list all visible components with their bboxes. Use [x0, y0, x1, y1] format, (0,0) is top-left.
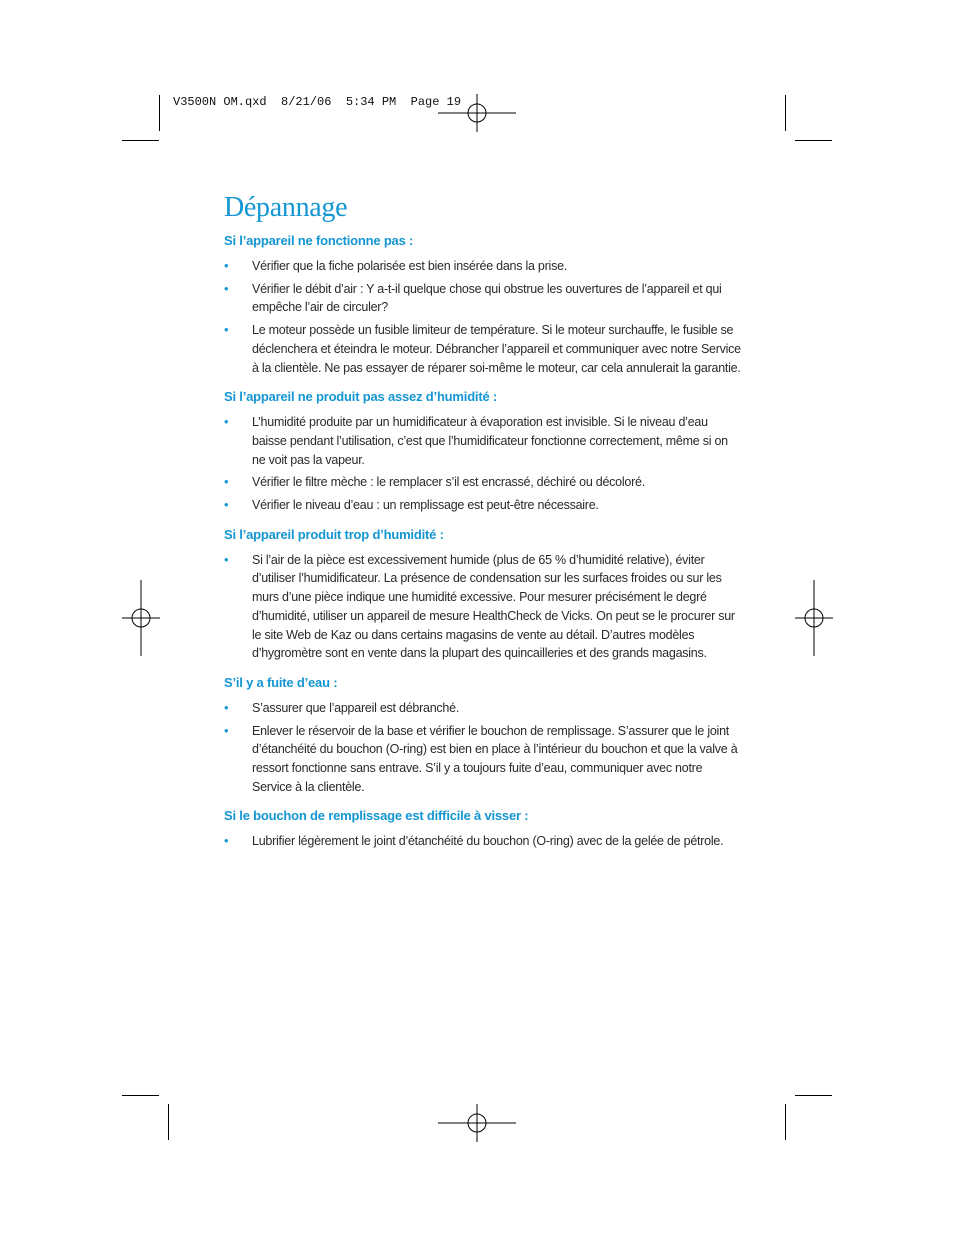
section-heading: Si le bouchon de remplissage est difficile à visser : — [224, 808, 529, 824]
bullet-list — [224, 257, 744, 377]
printer-slug: V3500N OM.qxd 8/21/06 5:34 PM Page 19 — [173, 95, 462, 109]
list-item-text: Vérifier le filtre mèche : le remplacer s’il est encrassé, déchiré ou décoloré. — [252, 475, 645, 490]
bullet-list — [224, 551, 744, 663]
section-water-leak — [224, 675, 744, 797]
list-item — [224, 722, 744, 797]
section-heading: Si l’appareil produit trop d’humidité : — [224, 526, 444, 542]
section-heading: Si l’appareil ne produit pas assez d’humidité : — [224, 389, 498, 405]
section-heading: S’il y a fuite d’eau : — [224, 674, 338, 690]
registration-mark-icon — [795, 580, 833, 656]
bullet-list — [224, 699, 744, 797]
list-item-text: L’humidité produite par un humidificateur à évaporation est invisible. Si le niveau d’eau baisse pendant l’utilisation, c’est que l’humidificateur fonctionne correctement, même si on ne voit pas la vapeur. — [252, 415, 728, 467]
crop-mark — [785, 1104, 786, 1140]
bullet-icon: • — [224, 414, 229, 430]
crop-mark — [168, 1104, 169, 1140]
bullet-icon: • — [224, 474, 229, 490]
registration-mark-icon — [438, 94, 516, 132]
section-not-working — [224, 233, 744, 377]
crop-mark — [785, 95, 786, 131]
section-heading: Si l’appareil ne fonctionne pas : — [224, 233, 414, 248]
bullet-icon: • — [224, 258, 229, 273]
crop-mark — [795, 140, 832, 141]
list-item — [224, 257, 744, 276]
list-item — [224, 699, 744, 718]
list-item-text: Si l’air de la pièce est excessivement humide (plus de 65 % d’humidité relative), éviter d’utiliser l’humidificateur. La présence de condensation sur les surfaces froides ou sur les murs d’une pièce indique une humidité excessive. Pour mesurer précisément le degré d’humidité, utiliser un appareil de mesure HealthCheck de Vicks. On peut se le procurer sur le site Web de Kaz ou dans certains magasins de vente au détail. D’autres modèles d’hygromètre sont en vente dans la plupart des quincailleries et des grands magasins. — [252, 552, 735, 661]
crop-mark — [795, 1095, 832, 1096]
list-item — [224, 551, 744, 663]
section-high-humidity — [224, 527, 744, 663]
registration-mark-icon — [122, 580, 160, 656]
bullet-icon: • — [224, 551, 229, 567]
bullet-icon: • — [224, 699, 229, 715]
crop-mark — [122, 140, 159, 141]
bullet-icon: • — [224, 833, 229, 849]
bullet-icon: • — [224, 322, 229, 338]
list-item — [224, 321, 744, 377]
list-item — [224, 280, 744, 317]
bullet-icon: • — [224, 722, 229, 738]
list-item — [224, 413, 744, 469]
list-item — [224, 473, 744, 492]
bullet-list — [224, 832, 744, 851]
bullet-icon: • — [224, 497, 229, 513]
registration-mark-icon — [438, 1104, 516, 1142]
list-item-text: Lubrifier légèrement le joint d’étanchéité du bouchon (O-ring) avec de la gelée de pétrole. — [252, 834, 724, 849]
list-item — [224, 832, 744, 851]
page-title: Dépannage — [224, 192, 348, 223]
crop-mark — [159, 95, 160, 131]
list-item-text: Vérifier le débit d’air : Y a-t-il quelque chose qui obstrue les ouvertures de l’appareil et qui empêche l’air de circuler? — [252, 281, 722, 315]
crop-mark — [122, 1095, 159, 1096]
document-body — [224, 190, 744, 863]
section-low-humidity — [224, 389, 744, 515]
list-item-text: S’assurer que l’appareil est débranché. — [252, 700, 460, 715]
list-item-text: Vérifier le niveau d’eau : un remplissage est peut-être nécessaire. — [252, 498, 599, 513]
list-item-text: Enlever le réservoir de la base et vérifier le bouchon de remplissage. S’assurer que le joint d’étanchéité du bouchon (O-ring) est bien en place à l’intérieur du bouchon et que la valve à ressort fonctionne sans entrave. S’il y a toujours fuite d’eau, communiquer avec notre Service à la clientèle. — [252, 723, 738, 794]
section-cap-difficult — [224, 808, 744, 851]
list-item — [224, 496, 744, 515]
bullet-list — [224, 413, 744, 515]
bullet-icon: • — [224, 280, 229, 296]
list-item-text: Le moteur possède un fusible limiteur de température. Si le moteur surchauffe, le fusible se déclenchera et éteindra le moteur. Débrancher l’appareil et communiquer avec notre Service à la clientèle. Ne pas essayer de réparer soi-même le moteur, car cela annulerait la garantie. — [252, 323, 741, 375]
list-item-text: Vérifier que la fiche polarisée est bien insérée dans la prise. — [252, 259, 567, 273]
